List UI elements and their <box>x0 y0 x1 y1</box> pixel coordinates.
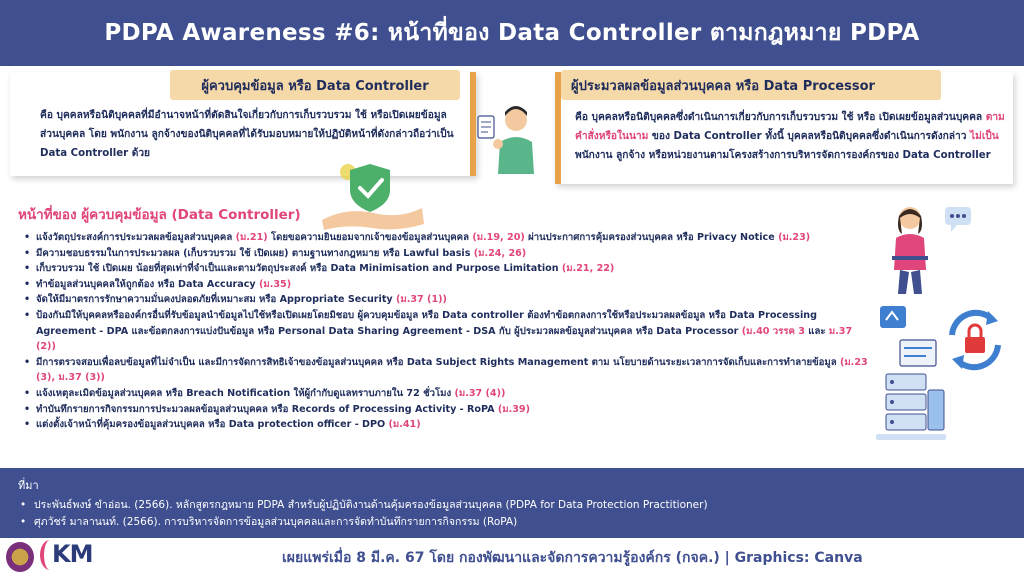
footer <box>0 538 1024 576</box>
list-item <box>22 402 872 418</box>
duty-ref: (ม.37 (1)) <box>396 294 447 306</box>
page-title: PDPA Awareness #6: หน้าที่ของ Data Controller ตามกฎหมาย PDPA <box>104 20 920 46</box>
controller-text: คือ บุคคลหรือนิติบุคคลที่มีอำนาจหน้าที่ตัดสินใจเกี่ยวกับการเก็บรวบรวม ใช้ หรือเปิดเผยข้อมูลส่วนบุคคล โดย พนักงาน ลูกจ้างของนิติบุคคลที่ได้รับมอบหมายให้ปฏิบัติหน้าที่ดังกล่าวถือว่าเป็น Data Controller ด้วย <box>40 110 454 159</box>
duty-text: ผ่านประกาศการคุ้มครองส่วนบุคคล หรือ Privacy Notice <box>524 232 779 243</box>
list-item <box>22 417 872 433</box>
list-item: • ประพันธ์พงษ์ ขำอ่อน. (2566). หลักสูตรกฎหมาย PDPA สำหรับผู้ปฏิบัติงานด้านคุ้มครองข้อมูลส่วนบุคคล (PDPA for Data Protection Practitioner) <box>18 497 1006 514</box>
duty-ref: (ม.23) <box>778 232 811 243</box>
processor-text-part: ของ Data Controller ทั้งนี้ บุคคลหรือนิติบุคคลซึ่งดำเนินการดังกล่าว <box>648 131 970 142</box>
duty-ref: (ม.21, 22) <box>561 263 615 275</box>
list-item <box>22 292 872 308</box>
processor-text <box>575 108 1005 165</box>
list-item <box>22 246 872 262</box>
km-logo <box>40 540 112 572</box>
person-thumbs-up-icon <box>476 96 538 174</box>
list-item <box>22 386 872 402</box>
processor-text-highlight: ตามคำสั่งหรือในนาม <box>575 112 1005 142</box>
shield-check-icon <box>318 158 428 232</box>
list-item: • ศุภวัชร์ มาลานนท์. (2566). การบริหารจัดการข้อมูลส่วนบุคคลและการจัดทำบันทึกรายการกิจกรรม (RoPA) <box>18 514 1006 531</box>
duty-ref: (ม.35) <box>259 278 292 290</box>
duty-ref: (ม.39) <box>497 403 530 415</box>
duty-text: มีความชอบธรรมในการประมวลผล (เก็บรวบรวม ใช้ เปิดเผย) ตามฐานทางกฎหมาย หรือ Lawful basis <box>36 247 474 259</box>
woman-laptop-icon <box>880 200 940 296</box>
server-stack-icon <box>876 300 946 460</box>
duty-ref: (ม.41) <box>388 419 421 431</box>
duty-ref: (ม.37 (4)) <box>454 387 506 399</box>
title-bar <box>0 0 1024 66</box>
list-item <box>22 277 872 293</box>
duty-text: แจ้งวัตถุประสงค์การประมวลผลข้อมูลส่วนบุคคล <box>36 232 236 243</box>
duty-text: จัดให้มีมาตรการรักษาความมั่นคงปลอดภัยที่เหมาะสม หรือ Appropriate Security <box>36 294 397 306</box>
list-item <box>22 230 872 246</box>
seal-logo-icon <box>6 542 34 572</box>
duty-ref: ม.37 (2)) <box>36 325 853 353</box>
security-lock-refresh-icon <box>940 305 1010 375</box>
duty-text: แต่งตั้งเจ้าหน้าที่คุ้มครองข้อมูลส่วนบุคคล หรือ Data protection officer - DPO <box>36 419 389 431</box>
processor-heading: ผู้ประมวลผลข้อมูลส่วนบุคคล หรือ Data Processor <box>561 70 941 100</box>
duty-text: ป้องกันมิให้บุคคลหรือองค์กรอื่นที่รับข้อมูลนำข้อมูลไปใช้หรือเปิดเผยโดยมิชอบ ผู้ควบคุมข้อมูล หรือ Data controller ต้องทำข้อตกลงการใช้หรือประมวลผลข้อมูล หรือ Data Processing Agreement - DPA และข้อตกลงการแบ่งปันข้อมูล หรือ Personal Data Sharing Agreement - DSA กับ ผู้ประมวลผลข้อมูลส่วนบุคคล หรือ Data Processor <box>36 309 818 337</box>
duty-ref: (ม.40 วรรค 3 <box>741 325 805 337</box>
duty-ref: (ม.19, 20) <box>472 232 525 243</box>
duty-text: ทำบันทึกรายการกิจกรรมการประมวลผลข้อมูลส่วนบุคคล หรือ Records of Processing Activity - RoPA <box>36 403 498 415</box>
processor-text-part: คือ บุคคลหรือนิติบุคคลซึ่งดำเนินการเกี่ยวกับการเก็บรวบรวม ใช้ หรือ เปิดเผยข้อมูลส่วนบุคคล <box>575 112 986 123</box>
duty-text: โดยขอความยินยอมจากเจ้าของข้อมูลส่วนบุคคล <box>267 232 473 243</box>
list-item <box>22 261 872 277</box>
duties-list <box>22 230 872 433</box>
duty-ref: (ม.23 (3), ม.37 (3)) <box>36 356 868 384</box>
references-list <box>18 497 1006 531</box>
duty-text: เก็บรวบรวม ใช้ เปิดเผย น้อยที่สุดเท่าที่จำเป็นและตามวัตถุประสงค์ หรือ Data Minimisation and Purpose Limitation <box>36 263 562 275</box>
km-logo-text: KM <box>52 540 93 568</box>
duty-ref: (ม.21) <box>235 232 268 243</box>
references-label: ที่มา <box>18 479 39 492</box>
footer-text: เผยแพร่เมื่อ 8 มี.ค. 67 โดย กองพัฒนาและจัดการความรู้องค์กร (กจค.) | Graphics: Canva <box>282 550 863 566</box>
duty-text: มีการตรวจสอบเพื่อลบข้อมูลที่ไม่จำเป็น และมีการจัดการสิทธิเจ้าของข้อมูลส่วนบุคคล หรือ Data Subject Rights Management ตาม นโยบายด้านระยะเวลาการจัดเก็บและการทำลายข้อมูล <box>36 356 840 368</box>
speech-bubble-icon <box>943 205 973 235</box>
references-bar <box>0 468 1024 538</box>
processor-text-part: พนักงาน ลูกจ้าง หรือหน่วยงานตามโครงสร้างการบริหารจัดการองค์กรของ Data Controller <box>575 150 991 161</box>
duty-ref: (ม.24, 26) <box>473 247 527 259</box>
duty-text: และ <box>804 325 829 337</box>
duties-title: หน้าที่ของ ผู้ควบคุมข้อมูล (Data Controller) <box>18 207 301 223</box>
list-item <box>22 355 872 386</box>
processor-text-highlight: ไม่เป็น <box>969 131 999 142</box>
controller-heading: ผู้ควบคุมข้อมูล หรือ Data Controller <box>170 70 460 100</box>
duty-text: แจ้งเหตุละเมิดข้อมูลส่วนบุคคล หรือ Breach Notification ให้ผู้กำกับดูแลทราบภายใน 72 ชั่วโมง <box>36 387 455 399</box>
processor-card <box>555 72 1013 184</box>
list-item <box>22 308 872 355</box>
duty-text: ทำข้อมูลส่วนบุคคลให้ถูกต้อง หรือ Data Accuracy <box>36 278 260 290</box>
